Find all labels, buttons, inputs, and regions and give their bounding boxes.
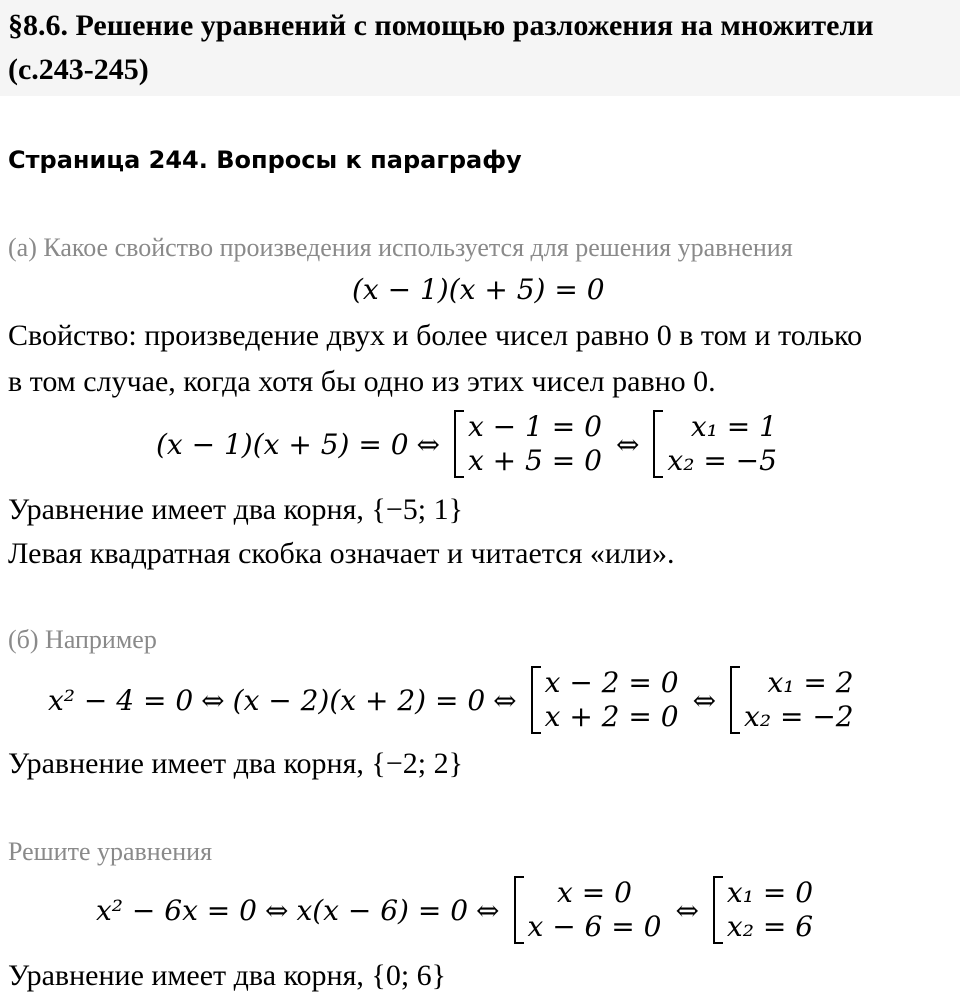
property-line-1: Свойство: произведение двух и более чисел равно 0 в том и только: [8, 319, 863, 352]
system-c-2-line-1: x₁ = 0: [726, 876, 814, 909]
system-a-2: [653, 410, 777, 478]
solution-c: [96, 876, 819, 944]
system-b-2-line-1: x₁ = 2: [767, 666, 854, 699]
solution-b: [48, 666, 860, 734]
square-bracket: [454, 410, 464, 478]
page-title: §8.6. Решение уравнений с помощью разложения на множители (с.243-245): [8, 9, 874, 86]
system-a-1-line-1: x − 1 = 0: [467, 410, 602, 443]
equivalence-arrow: ⇔: [615, 427, 640, 461]
roots-b: Уравнение имеет два корня, {−2; 2}: [8, 747, 463, 780]
section-heading: Страница 244. Вопросы к параграфу: [8, 146, 522, 174]
system-a-1: [454, 410, 602, 478]
bracket-note: Левая квадратная скобка означает и читается «или».: [8, 537, 675, 570]
equivalence-arrow: ⇔: [675, 893, 699, 927]
solution-c-mid: x(x − 6) = 0: [296, 893, 469, 927]
equivalence-arrow: ⇔: [493, 683, 517, 717]
system-c-2-line-2: x₂ = 6: [726, 910, 814, 943]
square-bracket: [653, 410, 663, 478]
system-b-1-line-1: x − 2 = 0: [544, 666, 679, 699]
square-bracket: [531, 666, 541, 734]
roots-c: Уравнение имеет два корня, {0; 6}: [8, 959, 447, 992]
equivalence-arrow: ⇔: [264, 893, 289, 927]
square-bracket: [730, 666, 740, 734]
solution-c-lhs: x² − 6x = 0: [96, 893, 257, 927]
solution-b-lhs: x² − 4 = 0: [48, 683, 194, 717]
equivalence-arrow: ⇔: [201, 683, 225, 717]
system-b-2: [730, 666, 854, 734]
title-banner: [0, 0, 960, 96]
solution-b-mid: (x − 2)(x + 2) = 0: [232, 683, 486, 717]
system-c-1: [514, 876, 662, 944]
equivalence-arrow: ⇔: [692, 683, 717, 717]
equation-a: (x − 1)(x + 5) = 0: [352, 273, 605, 306]
system-a-2-line-1: x₁ = 1: [690, 410, 777, 443]
roots-a: Уравнение имеет два корня, {−5; 1}: [8, 493, 463, 526]
solution-a: [156, 410, 783, 478]
equivalence-arrow: ⇔: [476, 893, 500, 927]
square-bracket: [713, 876, 723, 944]
question-b: (б) Например: [8, 625, 157, 654]
property-line-2: в том случае, когда хотя бы одно из этих чисел равно 0.: [8, 365, 716, 398]
question-a: (а) Какое свойство произведения используется для решения уравнения: [8, 233, 793, 262]
system-c-1-line-1: x = 0: [557, 876, 632, 909]
question-c: Решите уравнения: [8, 837, 213, 866]
system-a-1-line-2: x + 5 = 0: [467, 444, 602, 477]
square-bracket: [514, 876, 524, 944]
equation-a-wrap: [0, 272, 960, 312]
system-b-1: [531, 666, 679, 734]
system-b-2-line-2: x₂ = −2: [744, 700, 854, 733]
system-b-1-line-2: x + 2 = 0: [544, 700, 679, 733]
equivalence-arrow: ⇔: [416, 427, 440, 461]
solution-a-lhs: (x − 1)(x + 5) = 0: [156, 427, 409, 461]
system-c-1-line-2: x − 6 = 0: [527, 910, 662, 943]
system-c-2: [713, 876, 813, 944]
system-a-2-line-2: x₂ = −5: [667, 444, 777, 477]
